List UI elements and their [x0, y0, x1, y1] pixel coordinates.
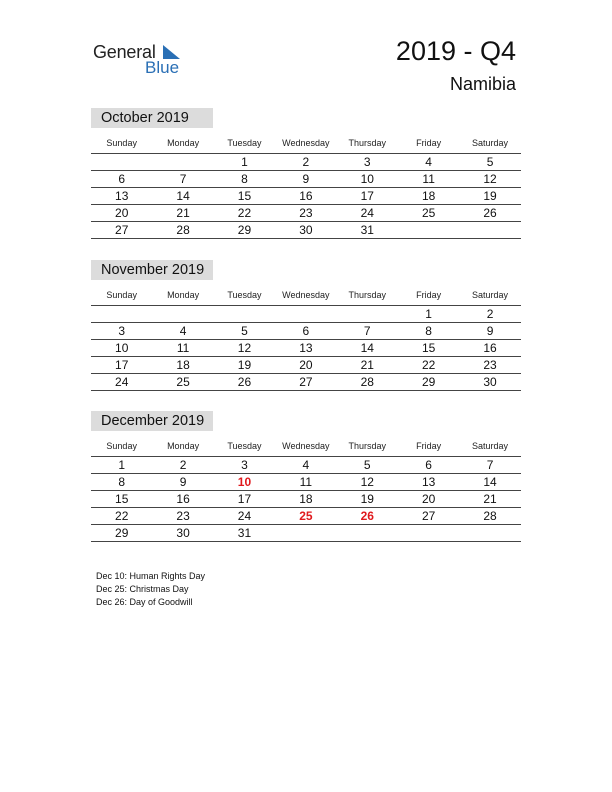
- day-cell: 9: [486, 324, 494, 338]
- day-cell: [275, 306, 336, 322]
- day-cell: 29: [421, 375, 436, 389]
- day-cell: 21: [176, 206, 190, 220]
- day-cell: 7: [486, 458, 494, 472]
- day-cell: 6: [425, 458, 432, 472]
- day-cell: 2: [302, 155, 310, 169]
- day-cell: [91, 154, 152, 170]
- day-cell: 17: [237, 492, 252, 506]
- weekday-label: Monday: [167, 290, 200, 300]
- holiday-note: Dec 26: Day of Goodwill: [96, 597, 193, 607]
- weekday-label: Sunday: [106, 441, 137, 451]
- day-cell: [398, 525, 459, 541]
- day-cell: 13: [115, 189, 129, 203]
- day-cell: 15: [237, 189, 252, 203]
- weekday-label: Friday: [416, 290, 442, 300]
- day-cell: 11: [299, 475, 313, 489]
- day-cell: [152, 154, 213, 170]
- weekday-label: Wednesday: [282, 290, 330, 300]
- week-row: [91, 171, 521, 188]
- day-cell: 21: [360, 358, 374, 372]
- day-cell: 25: [176, 375, 190, 389]
- day-cell: 19: [237, 358, 252, 372]
- day-cell: 18: [176, 358, 190, 372]
- day-cell: 10: [115, 341, 129, 355]
- day-cell: 11: [176, 341, 190, 355]
- day-cell: 23: [299, 206, 313, 220]
- day-cell: 2: [179, 458, 187, 472]
- week-row: [91, 154, 521, 171]
- day-cell: 26: [237, 375, 252, 389]
- weekday-label: Friday: [416, 441, 442, 451]
- day-cell: [337, 525, 398, 541]
- day-cell: 7: [179, 172, 187, 186]
- day-cell: 6: [302, 324, 310, 338]
- weekday-label: Tuesday: [227, 290, 262, 300]
- weekday-label: Sunday: [106, 138, 137, 148]
- day-cell: 15: [421, 341, 436, 355]
- day-cell: 26: [483, 206, 497, 220]
- day-cell: 25: [421, 206, 436, 220]
- day-cell: 14: [176, 189, 190, 203]
- weekday-label: Thursday: [348, 441, 387, 451]
- day-cell: 24: [360, 206, 374, 220]
- day-cell: [459, 222, 520, 238]
- day-cell: 21: [483, 492, 497, 506]
- day-cell: 1: [118, 458, 126, 472]
- day-cell: [275, 525, 336, 541]
- day-cell: 22: [115, 509, 129, 523]
- country-name: Namibia: [449, 74, 516, 94]
- day-cell: 20: [421, 492, 436, 506]
- month-label: October 2019: [91, 108, 213, 128]
- day-cell: [337, 306, 398, 322]
- week-row: [91, 474, 521, 491]
- weekday-label: Tuesday: [227, 441, 262, 451]
- day-cell: 14: [483, 475, 497, 489]
- week-row: [91, 323, 521, 340]
- day-cell: 17: [115, 358, 129, 372]
- holiday-notes: [96, 570, 205, 609]
- page-title: 2019 - Q4: [395, 36, 516, 66]
- day-cell: 8: [425, 324, 432, 338]
- day-cell: 1: [425, 307, 432, 321]
- day-cell: 30: [483, 375, 497, 389]
- day-cell: 18: [421, 189, 436, 203]
- weekday-label: Wednesday: [282, 138, 330, 148]
- day-cell: 25: [299, 509, 313, 523]
- week-row: [91, 222, 521, 239]
- day-cell: 22: [421, 358, 436, 372]
- weekday-label: Saturday: [472, 290, 509, 300]
- day-cell: 28: [360, 375, 374, 389]
- day-cell: 16: [483, 341, 497, 355]
- day-cell: 26: [360, 509, 374, 523]
- weekday-header: [91, 133, 521, 154]
- day-cell: 31: [237, 526, 252, 540]
- day-cell: 14: [360, 341, 374, 355]
- month-december: [91, 411, 521, 542]
- weekday-label: Thursday: [348, 138, 387, 148]
- day-cell: [398, 222, 459, 238]
- day-cell: 3: [118, 324, 126, 338]
- day-cell: 5: [241, 324, 248, 338]
- week-row: [91, 491, 521, 508]
- holiday-note: Dec 25: Christmas Day: [96, 584, 189, 594]
- weekday-label: Thursday: [348, 290, 387, 300]
- day-cell: 18: [299, 492, 313, 506]
- generalblue-logo: [93, 40, 193, 80]
- day-cell: 5: [486, 155, 494, 169]
- day-cell: 12: [360, 475, 374, 489]
- holiday-note: Dec 10: Human Rights Day: [96, 571, 206, 581]
- weekday-label: Wednesday: [282, 441, 330, 451]
- month-label: December 2019: [91, 411, 213, 431]
- day-cell: 9: [302, 172, 310, 186]
- day-cell: 4: [179, 324, 187, 338]
- weekday-label: Friday: [416, 138, 442, 148]
- logo-blue-text: Blue: [145, 58, 180, 77]
- month-october: [91, 108, 521, 239]
- day-cell: 23: [483, 358, 497, 372]
- week-row: [91, 205, 521, 222]
- week-row: [91, 508, 521, 525]
- day-cell: 8: [241, 172, 248, 186]
- day-cell: 5: [363, 458, 371, 472]
- day-cell: 1: [241, 155, 248, 169]
- day-cell: 27: [421, 509, 436, 523]
- weekday-header: [91, 285, 521, 306]
- weekday-label: Tuesday: [227, 138, 262, 148]
- day-cell: 31: [360, 223, 374, 237]
- day-cell: [152, 306, 213, 322]
- week-rows: [91, 154, 521, 239]
- weekday-label: Monday: [167, 138, 200, 148]
- week-row: [91, 457, 521, 474]
- day-cell: 10: [360, 172, 374, 186]
- day-cell: 11: [422, 172, 435, 186]
- logo-general-text: General: [93, 42, 156, 62]
- day-cell: 19: [483, 189, 497, 203]
- weekday-label: Saturday: [472, 441, 509, 451]
- weekday-label: Sunday: [106, 290, 137, 300]
- day-cell: 16: [299, 189, 313, 203]
- week-row: [91, 306, 521, 323]
- month-label: November 2019: [91, 260, 213, 280]
- day-cell: 6: [118, 172, 126, 186]
- day-cell: 28: [176, 223, 190, 237]
- day-cell: 17: [360, 189, 374, 203]
- day-cell: 20: [115, 206, 129, 220]
- day-cell: 19: [360, 492, 374, 506]
- week-rows: [91, 306, 521, 391]
- day-cell: 16: [176, 492, 190, 506]
- week-row: [91, 374, 521, 391]
- day-cell: 27: [115, 223, 129, 237]
- weekday-label: Monday: [167, 441, 200, 451]
- day-cell: [91, 306, 152, 322]
- week-row: [91, 525, 521, 542]
- day-cell: 7: [363, 324, 371, 338]
- day-cell: 30: [176, 526, 190, 540]
- day-cell: 2: [486, 307, 494, 321]
- day-cell: 13: [299, 341, 313, 355]
- day-cell: 12: [483, 172, 497, 186]
- day-cell: 8: [118, 475, 126, 489]
- day-cell: 15: [115, 492, 129, 506]
- weekday-header: [91, 436, 521, 457]
- day-cell: 13: [421, 475, 436, 489]
- day-cell: 4: [425, 155, 432, 169]
- week-row: [91, 340, 521, 357]
- day-cell: 27: [299, 375, 313, 389]
- month-november: [91, 260, 521, 391]
- day-cell: 12: [237, 341, 252, 355]
- weekday-label: Saturday: [472, 138, 509, 148]
- day-cell: 9: [179, 475, 187, 489]
- week-row: [91, 357, 521, 374]
- day-cell: 10: [237, 475, 252, 489]
- week-row: [91, 188, 521, 205]
- day-cell: 28: [483, 509, 497, 523]
- day-cell: 22: [237, 206, 252, 220]
- day-cell: 24: [115, 375, 129, 389]
- day-cell: 29: [237, 223, 252, 237]
- day-cell: 20: [299, 358, 313, 372]
- day-cell: 3: [363, 155, 371, 169]
- day-cell: 24: [237, 509, 252, 523]
- day-cell: 3: [241, 458, 248, 472]
- day-cell: [214, 306, 275, 322]
- day-cell: 4: [302, 458, 310, 472]
- day-cell: 23: [176, 509, 190, 523]
- week-rows: [91, 457, 521, 542]
- day-cell: [459, 525, 520, 541]
- day-cell: 29: [115, 526, 129, 540]
- day-cell: 30: [299, 223, 313, 237]
